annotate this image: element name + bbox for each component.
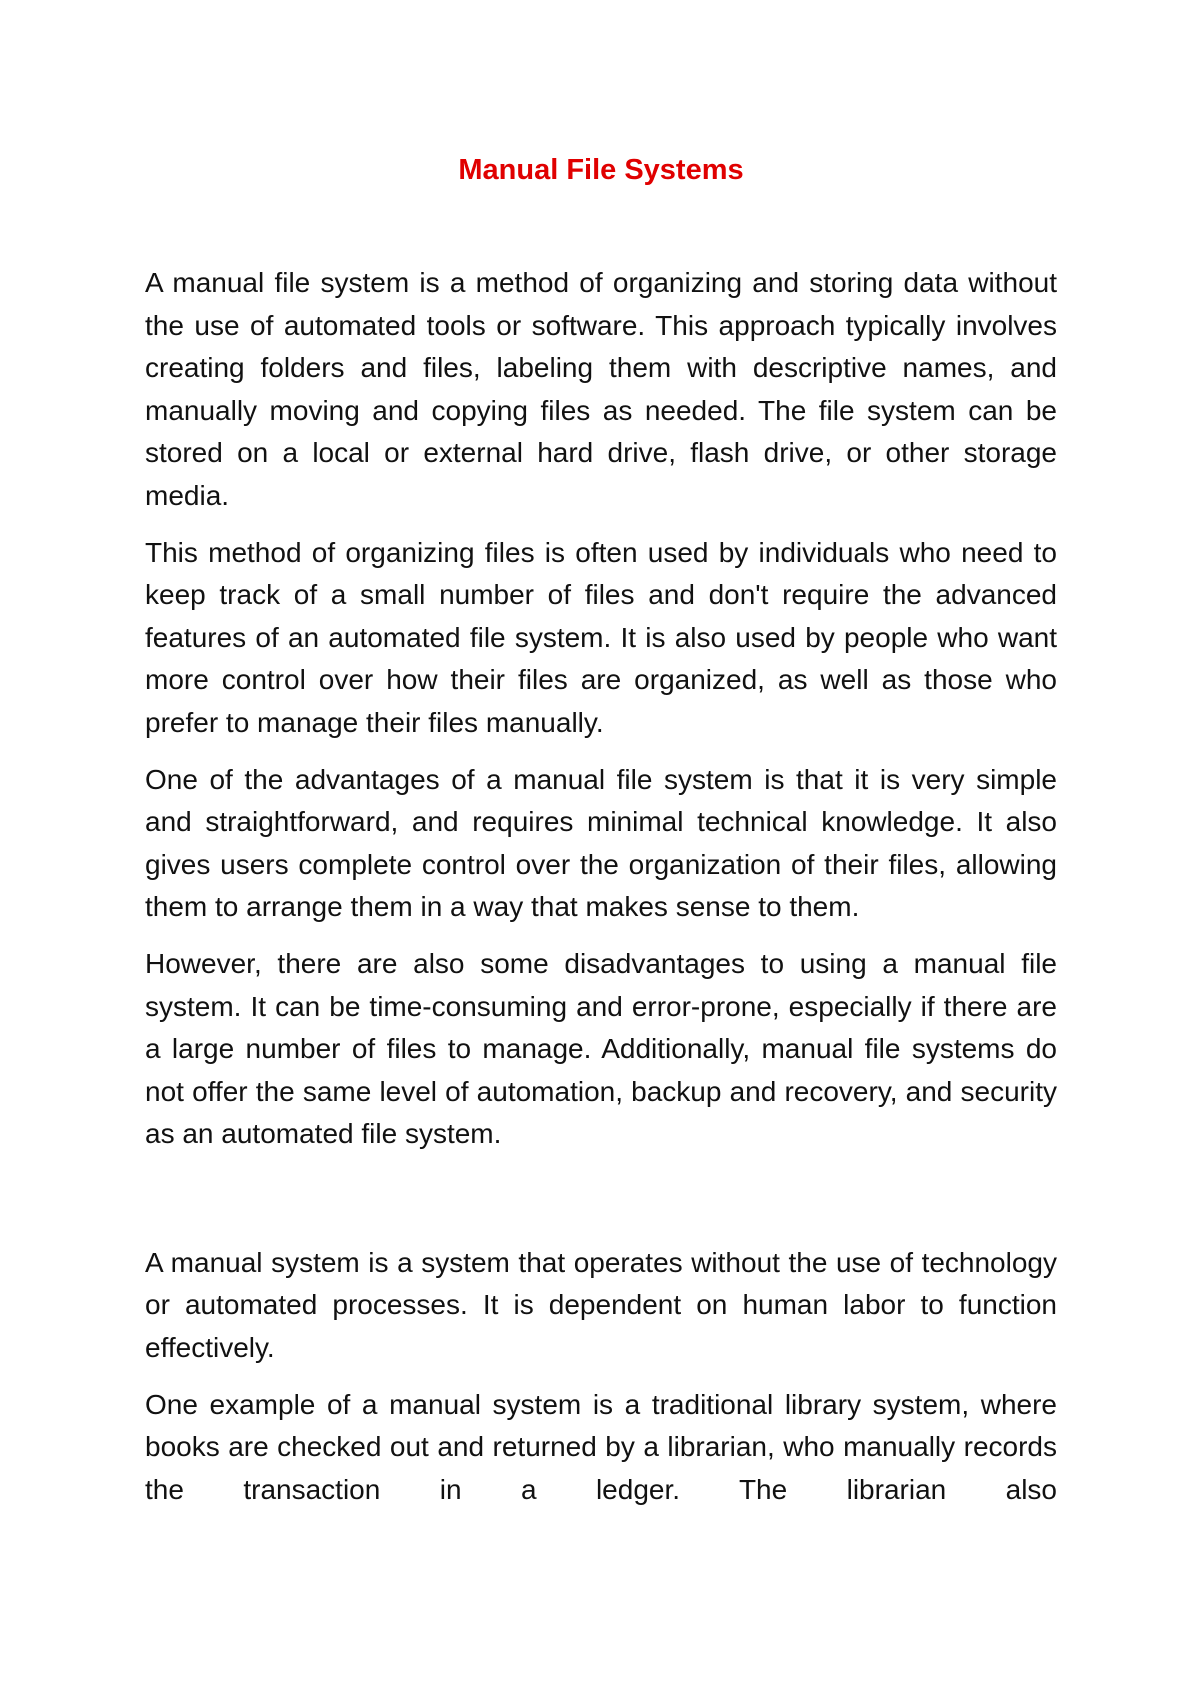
paragraph-advantages: One of the advantages of a manual file system is that it is very simple and straightforward, and requires minimal technical knowledge. It also gives users complete control over the organization of their files, allowing them to arrange them in a way that makes sense to them.	[145, 763, 1057, 923]
page-title: Manual File Systems	[458, 154, 744, 186]
paragraph-usage: This method of organizing files is often used by individuals who need to keep track of a small number of files and don't require the advanced features of an automated file system. It is also used by people who want more control over how their files are organized, as well as those who prefer to manage their files manually.	[145, 536, 1057, 738]
document-body	[145, 150, 1057, 1525]
paragraph-disadvantages: However, there are also some disadvantages to using a manual file system. It can be time-consuming and error-prone, especially if there are a large number of files to manage. Additionally, manual file systems do not offer the same level of automation, backup and recovery, and security as an automated file system.	[145, 947, 1057, 1150]
paragraph-intro: A manual file system is a method of organizing and storing data without the use of automated tools or software. This approach typically involves creating folders and files, labeling them with descriptive names, and manually moving and copying files as needed. The file system can be stored on a local or external hard drive, flash drive, or other storage media.	[145, 267, 1057, 511]
section-spacer	[145, 1170, 1057, 1242]
paragraph-manual-system-definition: A manual system is a system that operates without the use of technology or automated processes. It is dependent on human labor to function effectively.	[145, 1246, 1057, 1364]
paragraph-library-example: One example of a manual system is a traditional library system, where books are checked out and returned by a librarian, who manually records the transaction in a ledger. The librarian also	[145, 1388, 1057, 1505]
